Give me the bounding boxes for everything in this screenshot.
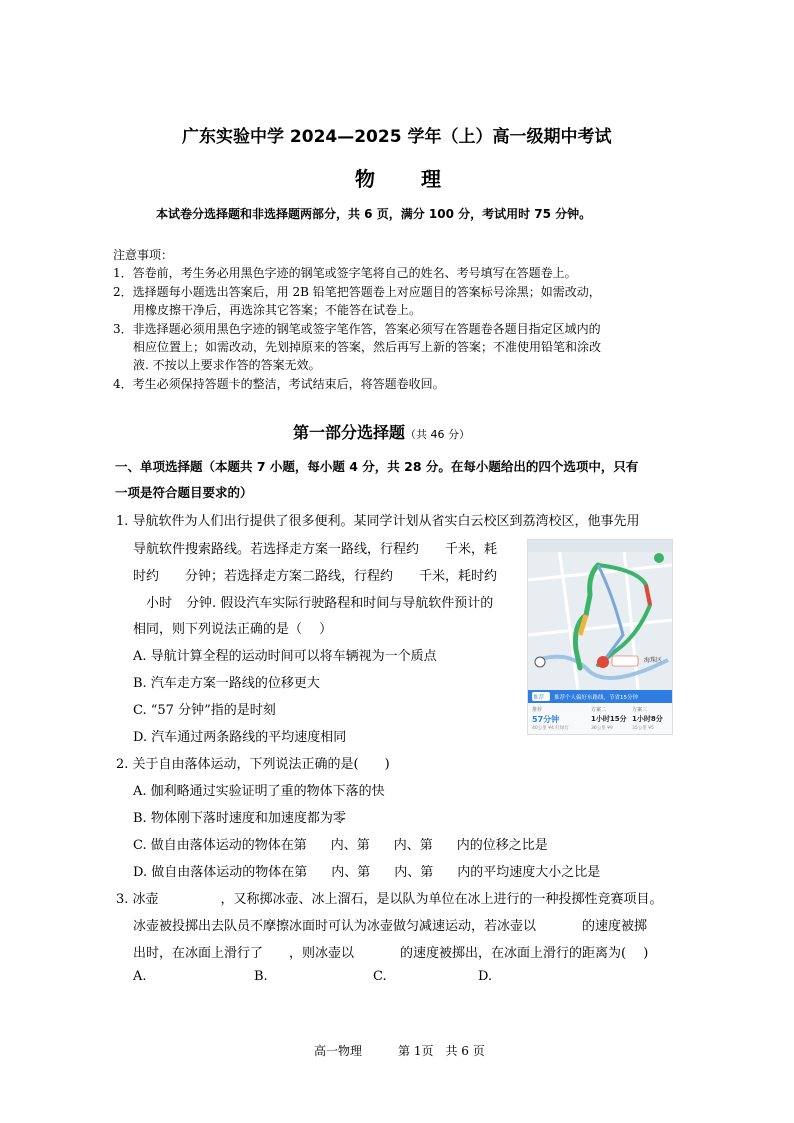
q2-option-a: A. 伽利略通过实验证明了重的物体下落的快	[133, 784, 385, 799]
q1-option-c: C. “57 分钟”指的是时刻	[133, 703, 276, 718]
q1-option-a: A. 导航计算全程的运动时间可以将车辆视为一个质点	[133, 649, 437, 664]
q1-text: 小时	[146, 596, 173, 611]
note-2-line-2: 用橡皮擦干净后，再选涂其它答案；不能答在试卷上。	[133, 303, 422, 317]
q2-text: D. 做自由落体运动的物体在第	[133, 865, 308, 880]
q1-text: 千米，耗	[445, 542, 498, 557]
navigation-map-image	[527, 539, 673, 735]
q3-stem-line-2	[133, 915, 647, 934]
exam-intro: 本试卷分选择题和非选择题两部分，共 6 页，满分 100 分，考试用时 75 分钟。	[156, 207, 592, 221]
q3-text: 出时，在冰面上滑行了	[133, 946, 264, 961]
q2-text: 内、第	[331, 865, 371, 880]
q3-stem-line-3	[133, 942, 648, 961]
map-route-2-time: 1小时15分	[591, 715, 627, 723]
q1-stem-line-1: 1. 导航软件为人们出行提供了很多便利。某同学计划从省实白云校区到荔湾校区，他事先用	[116, 514, 640, 529]
note-3-line-1: 3．非选择题必须用黑色字迹的钢笔或签字笔作答，答案必须写在答题卷各题目指定区域内的	[113, 322, 601, 336]
q1-text: 时约	[133, 569, 160, 584]
q3-text: 3. 冰壶	[116, 892, 159, 907]
q1-stem-line-4	[146, 592, 493, 611]
footer-page-number: 第 1页 共 6 页	[398, 1044, 485, 1058]
q2-text: 内、第	[394, 865, 434, 880]
footer-subject: 高一物理	[314, 1044, 363, 1058]
q3-text: 的速度被掷	[582, 919, 648, 934]
map-route-2-dist: 36公里 ¥9	[591, 726, 613, 731]
map-route-3-time: 1小时8分	[632, 715, 663, 723]
q2-stem: 2. 关于自由落体运动，下列说法正确的是( )	[116, 757, 390, 772]
q1-text: 千米，耗时约	[419, 569, 498, 584]
q1-stem-line-3	[133, 565, 497, 584]
q3-text: 冰壶被投掷出去队员不摩擦冰面时可认为冰壶做匀减速运动，若冰壶以	[133, 919, 537, 934]
q2-option-d	[133, 861, 600, 880]
part-1-title	[293, 420, 470, 443]
q2-text: C. 做自由落体运动的物体在第	[133, 838, 307, 853]
q1-text: 分钟；若选择走方案二路线，行程约	[185, 569, 394, 584]
map-route-3-name: 方案三	[632, 707, 648, 713]
q1-option-b: B. 汽车走方案一路线的位移更大	[133, 676, 320, 691]
q3-option-a: A.	[133, 969, 147, 984]
note-4: 4．考生必须保持答题卡的整洁，考试结束后，将答题卷收回。	[113, 377, 445, 391]
subject-title	[355, 163, 443, 192]
map-tag: 推荐	[533, 695, 545, 701]
q1-text: 分钟. 假设汽车实际行驶路程和时间与导航软件预计的	[186, 596, 494, 611]
q3-stem-line-1	[116, 888, 663, 907]
q1-text: 导航软件搜索路线。若选择走方案一路线，行程约	[133, 542, 420, 557]
q3-option-d: D.	[478, 969, 493, 984]
q3-option-b: B.	[254, 969, 268, 984]
q2-text: 内、第	[330, 838, 370, 853]
exam-title: 广东实验中学 2024—2025 学年（上）高一级期中考试	[182, 127, 612, 147]
section-1-line-2: 一项是符合题目要求的）	[115, 485, 253, 500]
part-1-label: 第一部分选择题	[293, 423, 406, 442]
map-route-3-dist: 35公里 ¥5	[632, 726, 654, 731]
q2-text: 内的平均速度大小之比是	[457, 865, 601, 880]
note-1: 1．答卷前，考生务必用黑色字迹的钢笔或签字笔将自己的姓名、考号填写在答题卷上。	[113, 266, 577, 280]
subject-char-1: 物	[355, 167, 377, 191]
q2-option-c	[133, 834, 548, 853]
map-district-label: 海珠区	[644, 657, 663, 664]
q2-option-b: B. 物体刚下落时速度和加速度都为零	[133, 811, 346, 826]
subject-char-2: 理	[421, 167, 443, 191]
map-route-1-time: 57分钟	[532, 715, 560, 724]
part-1-score: （共 46 分）	[405, 428, 471, 441]
note-3-line-2: 相应位置上；如需改动，先划掉原来的答案，然后再写上新的答案；不准使用铅笔和涂改	[133, 340, 602, 354]
notes-heading: 注意事项：	[113, 248, 174, 262]
section-1-line-1: 一、单项选择题（本题共 7 小题，每小题 4 分，共 28 分。在每小题给出的四个选项中，只有	[115, 459, 639, 474]
map-route-2-name: 方案二	[591, 707, 607, 713]
q1-stem-line-2	[133, 538, 497, 557]
q2-text: 内的位移之比是	[456, 838, 548, 853]
q1-option-d: D. 汽车通过两条路线的平均速度相同	[133, 730, 347, 745]
map-route-1-dist: 40公里 ¥4 红绿灯	[532, 726, 569, 731]
map-route-1-name: 推荐	[532, 707, 543, 713]
q3-option-c: C.	[373, 969, 387, 984]
note-3-line-3: 液. 不按以上要求作答的答案无效。	[133, 358, 321, 372]
q3-text: ，则冰壶以	[289, 946, 355, 961]
note-2-line-1: 2．选择题每小题选出答案后，用 2B 铅笔把答题卷上对应题目的答案标号涂黑；如需改动，	[113, 285, 601, 299]
q3-text: 的速度被掷出，在冰面上滑行的距离为( )	[400, 946, 649, 961]
q3-text: ，又称掷冰壶、冰上溜石，是以队为单位在冰上进行的一种投掷性竞赛项目。	[220, 892, 663, 907]
q1-stem-line-5: 相同，则下列说法正确的是（ ）	[133, 622, 333, 637]
map-banner: 推荐个人偏好东路线，节省15分钟	[554, 695, 638, 701]
q2-text: 内、第	[393, 838, 433, 853]
